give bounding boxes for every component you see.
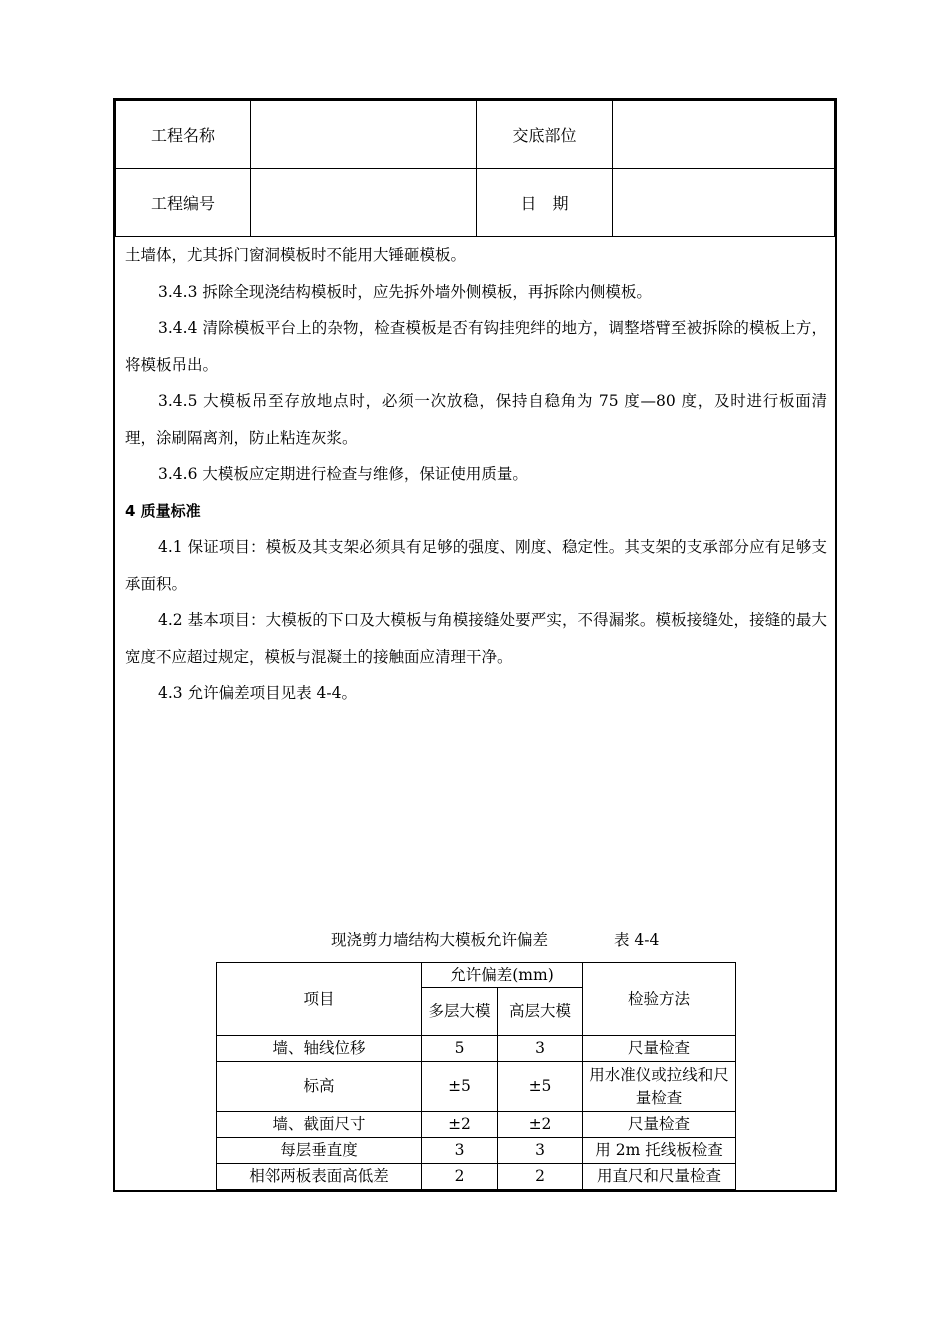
deviation-table — [216, 962, 736, 1190]
col-dev-header: 允许偏差(mm) — [422, 963, 583, 988]
document-frame — [113, 98, 837, 1192]
header-row-1 — [116, 101, 835, 169]
disclosure-part-label: 交底部位 — [477, 101, 613, 169]
table-row — [217, 1164, 736, 1190]
cell-method: 用 2m 托线板检查 — [583, 1138, 736, 1164]
paragraph: 3.4.4 清除模板平台上的杂物，检查模板是否有钩挂兜绊的地方，调整塔臂至被拆除的模板上方，将模板吊出。 — [125, 319, 827, 374]
disclosure-part-value[interactable] — [613, 101, 835, 169]
cell-method: 尺量检查 — [583, 1112, 736, 1138]
cell-multi: 5 — [422, 1036, 498, 1062]
project-no-value[interactable] — [251, 169, 477, 237]
project-name-label: 工程名称 — [116, 101, 251, 169]
paragraph: 4.3 允许偏差项目见表 4-4。 — [158, 684, 357, 702]
date-value[interactable] — [613, 169, 835, 237]
cell-high: ±2 — [498, 1112, 583, 1138]
cell-multi: ±5 — [422, 1062, 498, 1112]
cell-method: 用水准仪或拉线和尺量检查 — [583, 1062, 736, 1112]
table-row — [217, 1036, 736, 1062]
project-name-value[interactable] — [251, 101, 477, 169]
project-no-label: 工程编号 — [116, 169, 251, 237]
header-table — [115, 100, 835, 237]
cell-item: 相邻两板表面高低差 — [217, 1164, 422, 1190]
paragraph: 3.4.3 拆除全现浇结构模板时，应先拆外墙外侧模板，再拆除内侧模板。 — [158, 282, 652, 301]
cell-multi: ±2 — [422, 1112, 498, 1138]
header-row-2 — [116, 169, 835, 237]
cell-high: 3 — [498, 1138, 583, 1164]
section-heading: 4 质量标准 — [125, 501, 201, 520]
table-caption-title: 现浇剪力墙结构大模板允许偏差 — [331, 931, 549, 949]
cell-method: 用直尺和尺量检查 — [583, 1164, 736, 1190]
paragraph: 4.2 基本项目：大模板的下口及大模板与角模接缝处要严实，不得漏浆。模板接缝处，接缝的最大宽度不应超过规定，模板与混凝土的接触面应清理干净。 — [125, 611, 827, 666]
date-label: 日 期 — [477, 169, 613, 237]
col-method-header: 检验方法 — [583, 963, 736, 1036]
cell-multi: 3 — [422, 1138, 498, 1164]
cell-high: 2 — [498, 1164, 583, 1190]
table-row — [217, 1062, 736, 1112]
col-item-header: 项目 — [217, 963, 422, 1036]
paragraph: 土墙体，尤其拆门窗洞模板时不能用大锤砸模板。 — [125, 246, 467, 264]
paragraph: 3.4.6 大模板应定期进行检查与维修，保证使用质量。 — [158, 465, 528, 483]
cell-item: 墙、轴线位移 — [217, 1036, 422, 1062]
body-text — [125, 237, 827, 712]
cell-item: 标高 — [217, 1062, 422, 1112]
col-high-header: 高层大模 — [498, 988, 583, 1036]
table-caption-number: 表 4-4 — [614, 931, 660, 949]
cell-high: 3 — [498, 1036, 583, 1062]
paragraph: 3.4.5 大模板吊至存放地点时，必须一次放稳，保持自稳角为 75 度—80 度，及时进行板面清理，涂刷隔离剂，防止粘连灰浆。 — [125, 392, 827, 447]
table-row — [217, 1112, 736, 1138]
cell-method: 尺量检查 — [583, 1036, 736, 1062]
table-header-row — [217, 963, 736, 988]
cell-multi: 2 — [422, 1164, 498, 1190]
paragraph: 4.1 保证项目：模板及其支架必须具有足够的强度、刚度、稳定性。其支架的支承部分应有足够支承面积。 — [125, 538, 827, 593]
col-multi-header: 多层大模 — [422, 988, 498, 1036]
cell-high: ±5 — [498, 1062, 583, 1112]
cell-item: 每层垂直度 — [217, 1138, 422, 1164]
cell-item: 墙、截面尺寸 — [217, 1112, 422, 1138]
table-row — [217, 1138, 736, 1164]
